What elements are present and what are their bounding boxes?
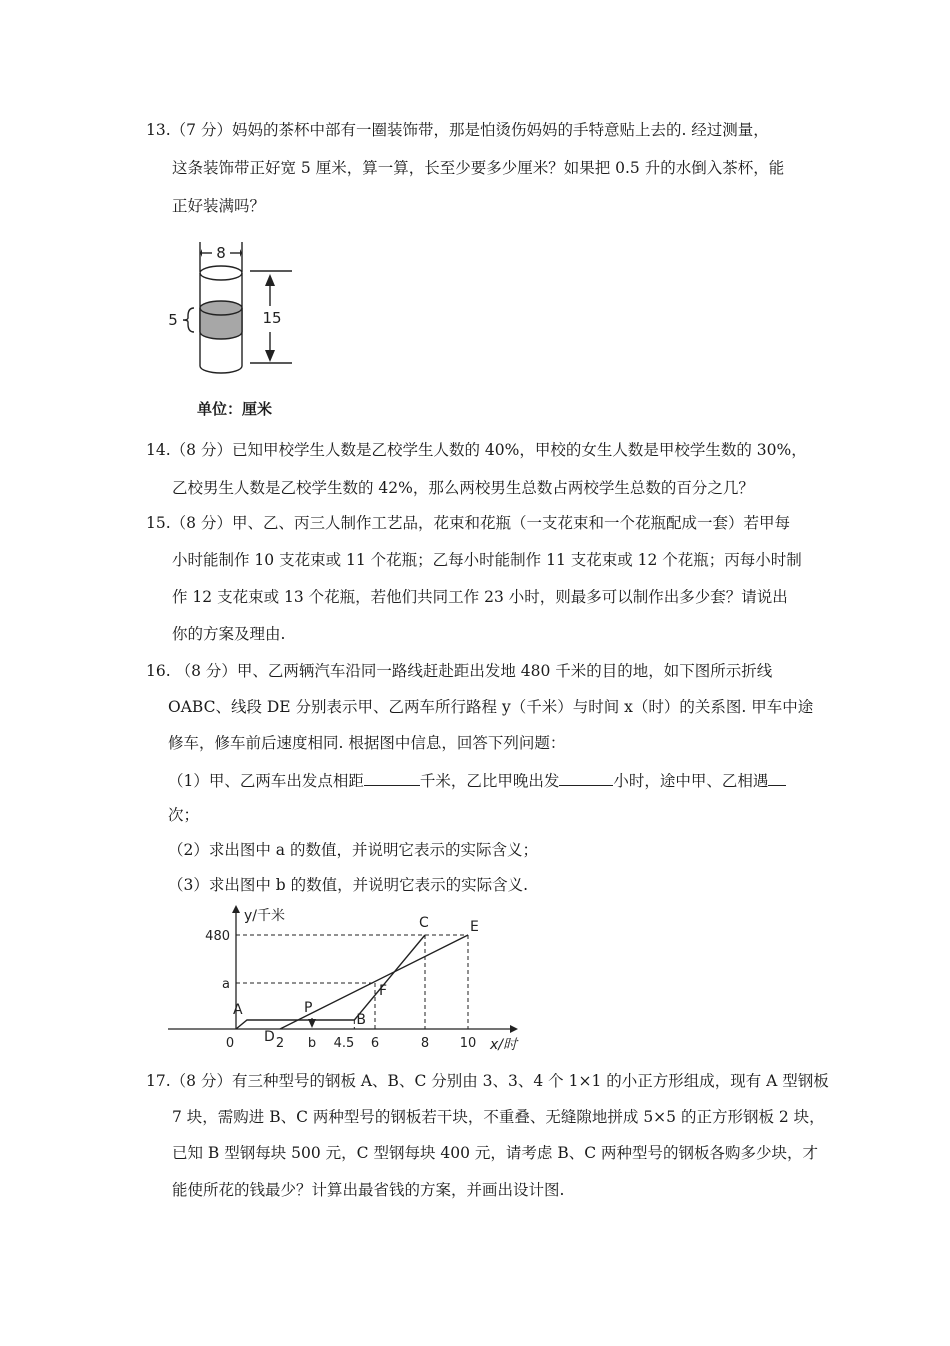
x-tick-label-b: b [307, 1036, 317, 1051]
q17-line-4: 能使所花的钱最少？计算出最省钱的方案，并画出设计图. [172, 1181, 565, 1199]
point-label-P: P [304, 1000, 313, 1016]
p-arrow-head [308, 1019, 316, 1028]
y-axis-arrow [232, 905, 240, 913]
answer-blank-delay[interactable] [559, 769, 613, 786]
x-tick-label-8: 8 [420, 1036, 430, 1051]
point-label-A: A [233, 1002, 243, 1018]
q15-line-2: 小时能制作 10 支花束或 11 个花瓶；乙每小时能制作 11 支花束或 12 个花瓶；丙每小时制 [172, 551, 802, 569]
q16-part-2: （2）求出图中 a 的数值，并说明它表示的实际含义； [168, 841, 538, 859]
q16-part-1-end: 次； [168, 806, 200, 824]
cup-diameter-label: 8 [216, 244, 226, 262]
y-axis-title: y/千米 [244, 908, 286, 924]
q17-line-2: 7 块，需购进 B、C 两种型号的钢板若干块，不重叠、无缝隙地拼成 5×5 的正方形钢板 2 块， [172, 1108, 825, 1126]
x-tick-label-6: 6 [370, 1036, 380, 1051]
q15-line-4: 你的方案及理由. [172, 625, 286, 643]
point-label-B: B [356, 1012, 366, 1028]
unit-caption: 单位：厘米 [197, 400, 273, 418]
x-tick-label-10: 10 [459, 1036, 477, 1051]
cup-height-label: 15 [262, 309, 282, 327]
q16-line-1: 16. （8 分）甲、乙两辆汽车沿同一路线赶赴距出发地 480 千米的目的地，如下图所示折线 [146, 662, 773, 680]
x-tick-label-0: 0 [225, 1036, 235, 1051]
q17-line-3: 已知 B 型钢每块 500 元，C 型钢每块 400 元，请考虑 B、C 两种型号的钢板各购多少块，才 [172, 1144, 819, 1162]
q16-part-1-b: 千米，乙比甲晚出发 [419, 772, 560, 790]
x-tick-label-4.5: 4.5 [333, 1036, 355, 1051]
q14-line-2: 乙校男生人数是乙校学生数的 42%，那么两校男生总数占两校学生总数的百分之几？ [172, 479, 754, 497]
q15-line-3: 作 12 支花束或 13 个花瓶，若他们共同工作 23 小时，则最多可以制作出多少套？请说出 [172, 588, 788, 606]
x-tick-label-2: 2 [275, 1036, 285, 1051]
answer-blank-meet-count[interactable] [768, 769, 786, 786]
x-axis-arrow [510, 1025, 518, 1033]
q16-part-1 [168, 769, 786, 791]
q13-line-3: 正好装满吗？ [172, 197, 266, 215]
q17-line-1: 17.（8 分）有三种型号的钢板 A、B、C 分别由 3、3、4 个 1×1 的小正方形组成，现有 A 型钢板 [146, 1072, 829, 1090]
point-label-F: F [379, 983, 388, 999]
x-axis-title: x/时 [490, 1037, 518, 1053]
cup-band-label: 5 [168, 311, 178, 329]
y-tick-label-480: 480 [205, 929, 230, 944]
q16-part-1-c: 小时，途中甲、乙相遇 [613, 772, 769, 790]
answer-blank-distance[interactable] [364, 769, 420, 786]
series-line-0 [236, 935, 425, 1029]
q14-line-1: 14.（8 分）已知甲校学生人数是乙校学生人数的 40%，甲校的女生人数是甲校学生数的 30%， [146, 441, 807, 459]
q16-line-2: OABC、线段 DE 分别表示甲、乙两车所行路程 y（千米）与时间 x（时）的关系图. 甲车中途 [168, 698, 814, 716]
q15-line-1: 15.（8 分）甲、乙、丙三人制作工艺品，花束和花瓶（一支花束和一个花瓶配成一套）若甲每 [146, 514, 790, 532]
q16-part-3: （3）求出图中 b 的数值，并说明它表示的实际含义. [168, 876, 529, 894]
q13-line-2: 这条装饰带正好宽 5 厘米，算一算，长至少要多少厘米？如果把 0.5 升的水倒入茶杯，能 [172, 159, 785, 177]
q16-part-1-a: （1）甲、乙两车出发点相距 [168, 772, 364, 790]
point-label-C: C [419, 915, 429, 931]
y-tick-label-a: a [222, 977, 230, 992]
distance-time-chart [168, 903, 528, 1053]
cup-figure [160, 228, 310, 378]
q16-line-3: 修车，修车前后速度相同. 根据图中信息，回答下列问题： [168, 734, 566, 752]
q13-line-1: 13.（7 分）妈妈的茶杯中部有一圈装饰带，那是怕烫伤妈妈的手特意贴上去的. 经过测量， [146, 121, 769, 139]
point-label-D: D [264, 1029, 275, 1045]
point-label-E: E [470, 919, 479, 935]
